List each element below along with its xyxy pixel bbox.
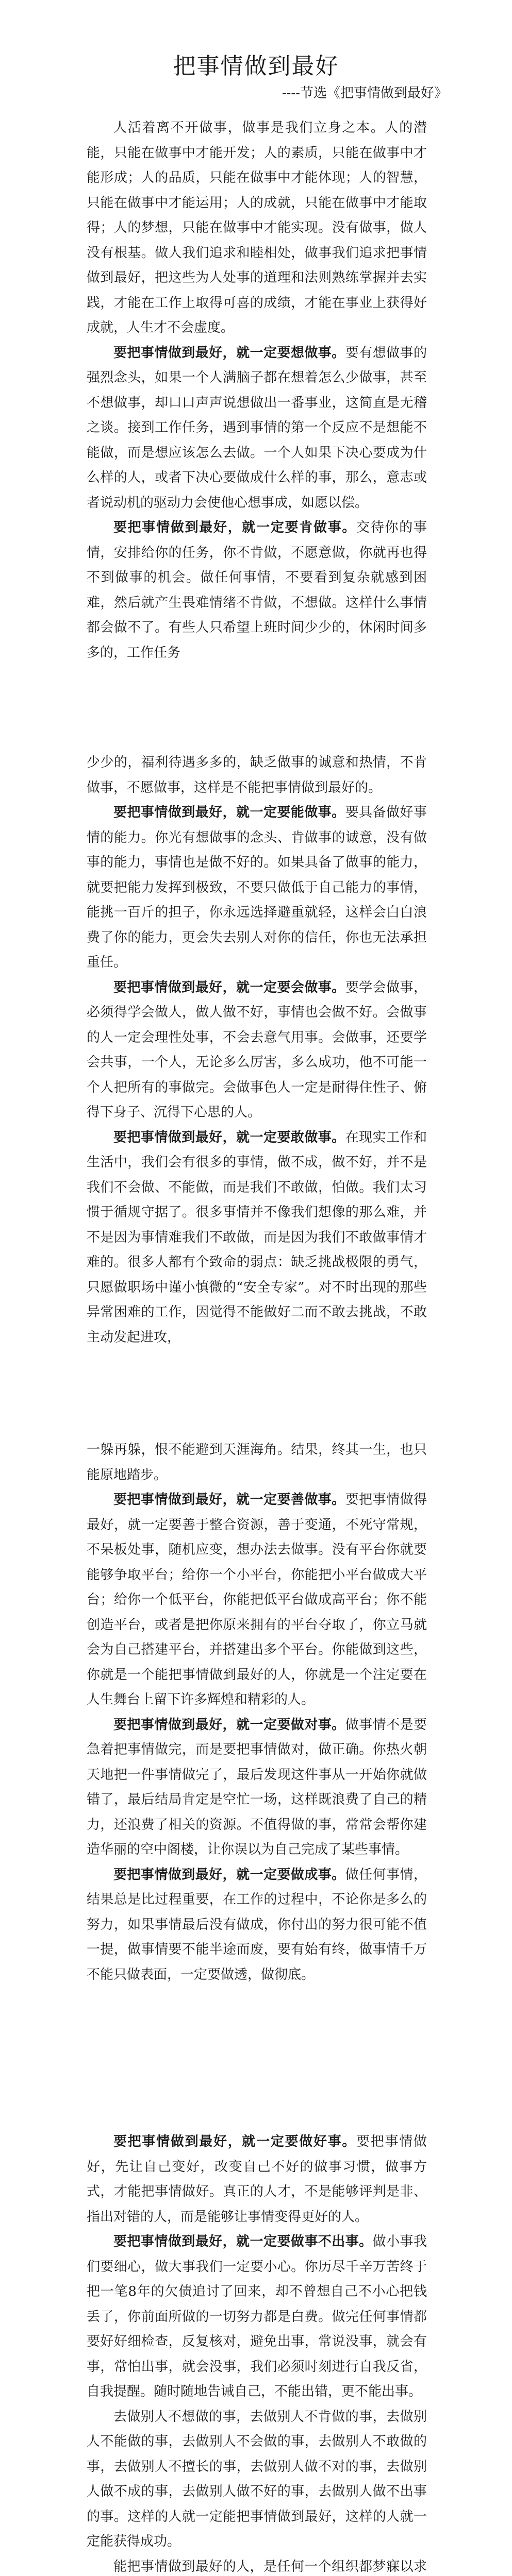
paragraph-know-how: 要把事情做到最好，就一定要会做事。要学会做事，必须得学会做人，做人做不好，事情也会做不好。会做事的人一定会理性处事，不会去意气用事。会做事，还要学会共事，一个人，无论多么厉害，多么成功，他不可能一个人把所有的事做完。会做事色人一定是耐得住性子、俯得下身子、沉得下心思的人。 (87, 979, 427, 1120)
paragraph-able-to-do: 要把事情做到最好，就一定要能做事。要具备做好事情的能力。你光有想做事的念头、肯做事的诚意，没有做事的能力，事情也是做不好的。如果具备了做事的能力，就要把能力发挥到极致，不要只做低于自己能力的事情，能挑一百斤的担子，你永远选择避重就轻，这样会白白浪费了你的能力，更会失去别人对你的信任，你也无法承担重任。 (87, 805, 427, 970)
text-block-2 (87, 750, 427, 1350)
paragraph-continued: 一躲再躲，恨不能避到天涯海角。结果，终其一生，也只能原地踏步。 (87, 1442, 427, 1483)
page-subtitle: ----节选《把事情做到最好》 (282, 86, 448, 101)
paragraph-summary: 去做别人不想做的事，去做别人不肯做的事，去做别人不能做的事，去做别人不会做的事，去做别人不敢做的事，去做别人不擅长的事，去做别人做不对的事，去做别人做不成的事，去做别人做不好的事，去做别人做不出事的事。这样的人就一定能把事情做到最好，这样的人就一定能获得成功。 (87, 2409, 427, 2549)
text-block-1 (87, 115, 427, 665)
paragraph-willing-to-do: 要把事情做到最好，就一定要肯做事。交待你的事情，安排给你的任务，你不肯做，不愿意做，你就再也得不到做事的机会。做任何事情，不要看到复杂就感到困难，然后就产生畏难情绪不肯做，不想做。这样什么事情都会做不了。有些人只希望上班时间少少的，休闲时间多多的，工作任务 (87, 520, 427, 660)
paragraph-continued: 少少的，福利待遇多多的，缺乏做事的诚意和热情，不肯做事，不愿做事，这样是不能把事情做到最好的。 (87, 755, 427, 795)
paragraph-skilled: 要把事情做到最好，就一定要善做事。要把事情做得最好，就一定要善于整合资源，善于变通，不死守常规，不呆板处事，随机应变，想办法去做事。没有平台你就要能够争取平台；给你一个小平台，你能把小平台做成大平台；给你一个低平台，你能把低平台做成高平台；你不能创造平台，或者是把你原来拥有的平台夺取了，你立马就会为自己搭建平台，并搭建出多个平台。你能做到这些，你就是一个能把事情做到最好的人，你就是一个注定要在人生舞台上留下许多辉煌和精彩的人。 (87, 1492, 427, 1707)
paragraph-want-to-do: 要把事情做到最好，就一定要想做事。要有想做事的强烈念头，如果一个人满脑子都在想着怎么少做事，甚至不想做事，却口口声声说想做出一番事业，这简直是无稽之谈。接到工作任务，遇到事情的第一个反应不是想能不能做，而是想应该怎么去做。一个人如果下决心要成为什么样的人，或者下决心要做成什么样的事，那么，意志或者说动机的驱动力会使他心想事成，如愿以偿。 (87, 345, 427, 511)
page-title: 把事情做到最好 (173, 53, 339, 79)
paragraph-dare-to-do: 要把事情做到最好，就一定要敢做事。在现实工作和生活中，我们会有很多的事情，做不成，做不好，并不是我们不会做、不能做，而是我们不敢做，怕做。我们太习惯于循规守据了。很多事情并不像我们想像的那么难，并不是因为事情难我们不敢做，而是因为我们不敢做事情才难的。很多人都有个致命的弱点：缺乏挑战极限的勇气，只愿做职场中谨小慎微的“安全专家”。对不时出现的那些异常困难的工作，因觉得不能做好二而不敢去挑战，不敢主动发起进攻， (87, 1129, 427, 1345)
paragraph-do-right: 要把事情做到最好，就一定要做对事。做事情不是要急着把事情做完，而是要把事情做对，做正确。你热火朝天地把一件事情做完了，最后发现这件事从一开始你就做错了，最后结局肯定是空忙一场，这样既浪费了自己的精力，还浪费了相关的资源。不值得做的事，常常会帮你建造华丽的空中阁楼，让你误以为自己完成了某些事情。 (87, 1717, 427, 1857)
paragraph-do-well: 要把事情做到最好，就一定要做好事。要把事情做好，先让自己变好，改变自己不好的做事习惯，做事方式，才能把事情做好。真正的人才，不是能够评判是非、指出对错的人，而是能够让事情变得更好的人。 (87, 2134, 427, 2225)
text-block-4 (87, 2129, 427, 2576)
paragraph-no-accident: 要把事情做到最好，就一定要做事不出事。做小事我们要细心，做大事我们一定要小心。你历尽千辛万苦终于把一笔8年的欠债追讨了回来，却不曾想自己不小心把钱丢了，你前面所做的一切努力都是白费。做完任何事情都要好好细检查，反复核对，避免出事，常说没事，就会有事，常怕出事，就会没事，我们必须时刻进行自我反省，自我提醒。随时随地告诫自己，不能出错，更不能出事。 (87, 2234, 427, 2399)
paragraph-get-done: 要把事情做到最好，就一定要做成事。做任何事情，结果总是比过程重要，在工作的过程中，不论你是多么的努力，如果事情最后没有做成，你付出的努力很可能不值一提，做事情要不能半途而废，要有始有终，做事情千万不能只做表面，一定要做透，做彻底。 (87, 1867, 427, 1982)
paragraph-closing: 能把事情做到最好的人，是任何一个组织都梦寐以求 (113, 2558, 427, 2574)
paragraph-intro: 人活着离不开做事，做事是我们立身之本。人的潜能，只能在做事中才能开发；人的素质，只能在做事中才能形成；人的品质，只能在做事中才能体现；人的智慧，只能在做事中才能运用；人的成就，只能在做事中才能取得；人的梦想，只能在做事中才能实现。没有做事，做人没有根基。做人我们追求和睦相处，做事我们追求把事情做到最好，把这些为人处事的道理和法则熟练掌握并去实践，才能在工作上取得可喜的成绩，才能在事业上获得好成就，人生才不会虚度。 (87, 120, 427, 335)
text-block-3 (87, 1437, 427, 1987)
